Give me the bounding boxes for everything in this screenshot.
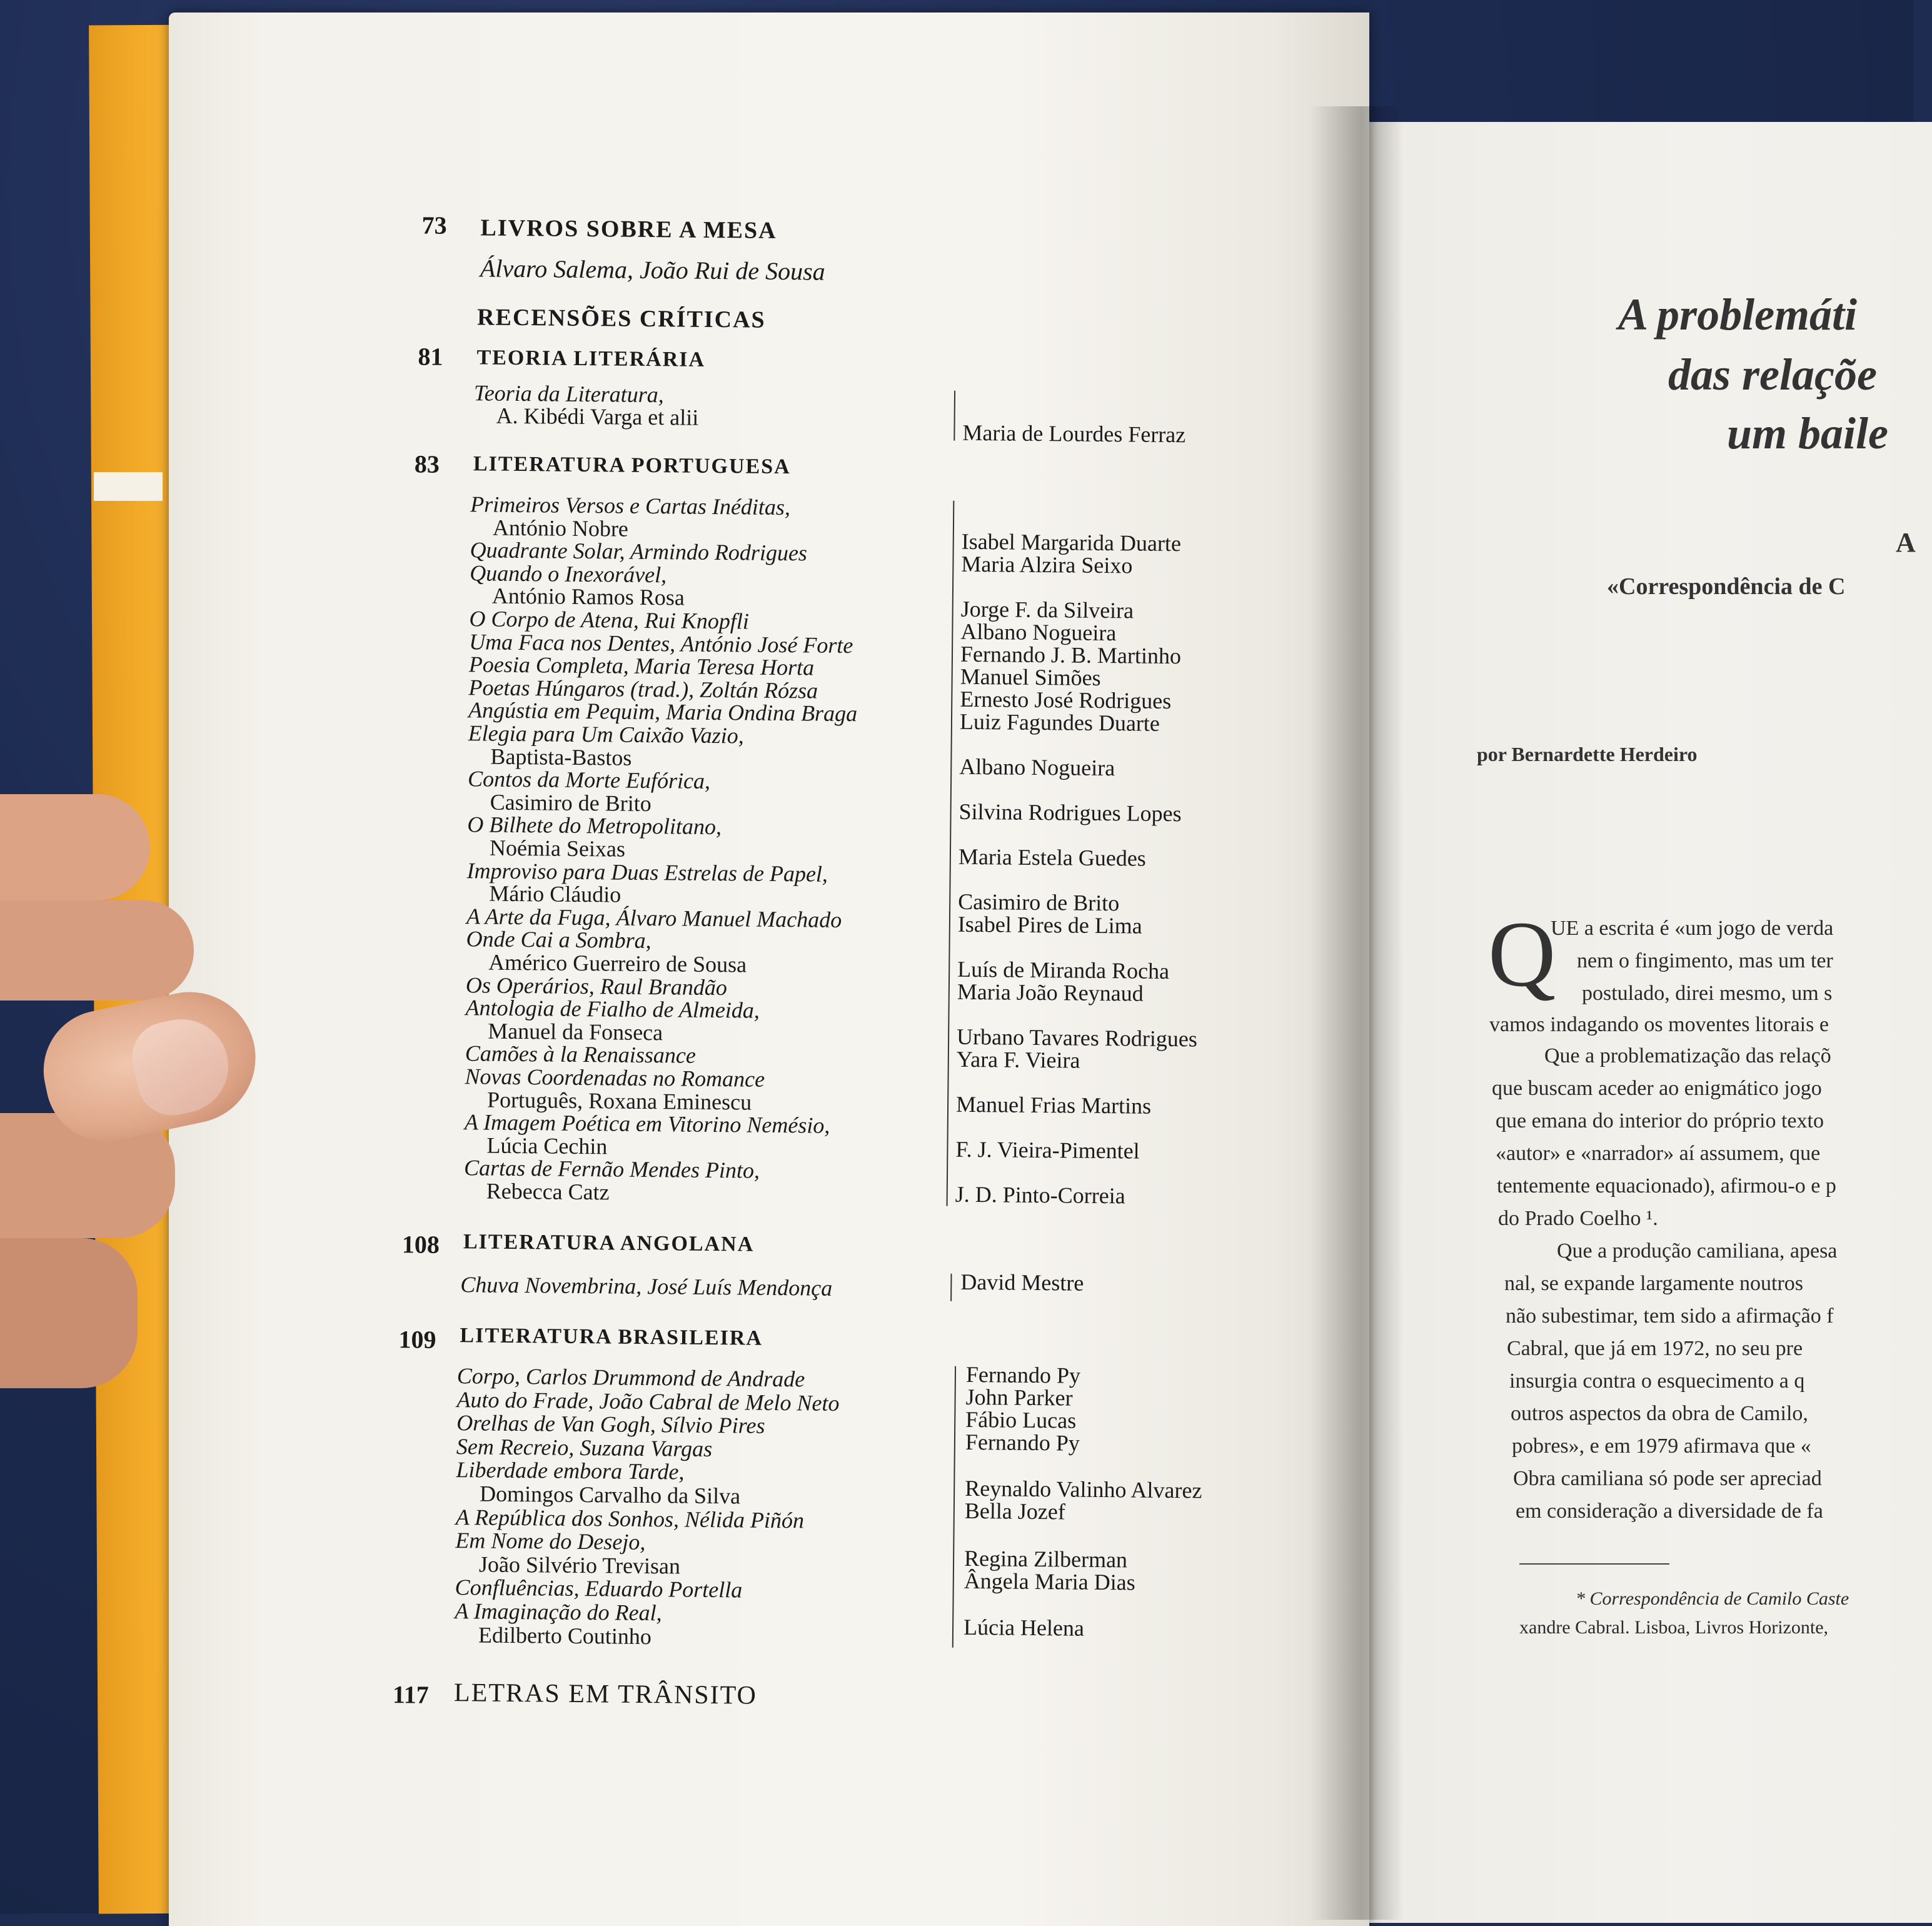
toc-entry: Sem Recreio, Suzana Vargas (456, 1433, 713, 1461)
article-text-line: Cabral, que já em 1972, no seu pre (1507, 1337, 1803, 1360)
toc-entry: Lúcia Cechin (486, 1132, 608, 1159)
toc-entry: Casimiro de Brito (490, 789, 652, 816)
article-text-line: nem o fingimento, mas um ter (1577, 949, 1833, 972)
finger (0, 1238, 138, 1388)
toc-entry: A. Kibédi Varga et alii (496, 403, 699, 430)
book-gutter-shadow (1310, 106, 1404, 1920)
toc-page-number: 117 (392, 1680, 430, 1709)
toc-entry: Domingos Carvalho da Silva (479, 1481, 741, 1509)
footnote: * Correspondência de Camilo Caste (1576, 1588, 1849, 1609)
article-text-line: vamos indagando os moventes litorais e (1489, 1013, 1829, 1036)
toc-entry: Baptista-Bastos (490, 744, 632, 770)
toc-reviewer: Albano Nogueira (960, 618, 1117, 646)
toc-entry: Contos da Morte Eufórica, (467, 766, 711, 794)
toc-entry: António Nobre (492, 515, 629, 542)
toc-entry: Os Operários, Raul Brandão (465, 972, 728, 1000)
article-letter: A (1896, 527, 1916, 558)
toc-reviewer: Albano Nogueira (959, 754, 1115, 781)
toc-entry: Cartas de Fernão Mendes Pinto, (463, 1155, 760, 1184)
toc-reviewer: Urbano Tavares Rodrigues (956, 1024, 1198, 1052)
toc-reviewer: Casimiro de Brito (958, 889, 1120, 916)
article-text-line: Que a problematização das relaçõ (1544, 1044, 1831, 1067)
footnote-rule (1519, 1563, 1669, 1565)
toc-reviewer: Regina Zilberman (963, 1545, 1128, 1573)
toc-entry: Improviso para Duas Estrelas de Papel, (466, 857, 828, 887)
toc-reviewer: Fábio Lucas (965, 1406, 1077, 1433)
article-text-line: Obra camiliana só pode ser apreciad (1513, 1467, 1822, 1490)
toc-entry: António Ramos Rosa (491, 583, 685, 610)
toc-reviewer: F. J. Vieira-Pimentel (955, 1136, 1140, 1164)
toc-entry: Onde Cai a Sombra, (466, 926, 652, 954)
toc-reviewer: David Mestre (960, 1269, 1084, 1296)
article-text-line: pobres», e em 1979 afirmava que « (1512, 1434, 1811, 1458)
toc-page-number: 81 (418, 342, 443, 371)
toc-reviewer: Ernesto José Rodrigues (960, 686, 1172, 714)
toc-reviewer: Ângela Maria Dias (963, 1568, 1135, 1595)
toc-reviewer: Luís de Miranda Rocha (957, 956, 1170, 984)
toc-entry: Orelhas de Van Gogh, Sílvio Pires (456, 1410, 765, 1439)
article-text-line: outros aspectos da obra de Camilo, (1511, 1402, 1808, 1425)
toc-reviewer: Yara F. Vieira (956, 1046, 1080, 1073)
article-title-line: um baile (1727, 408, 1889, 458)
toc-reviewer: Maria João Reynaud (957, 979, 1144, 1006)
cover-white-stripe (94, 472, 163, 501)
article-byline: por Bernardette Herdeiro (1477, 743, 1698, 765)
toc-reviewer: Jorge F. da Silveira (960, 596, 1134, 623)
toc-reviewer: Manuel Simões (960, 663, 1101, 690)
toc-section-title: LITERATURA PORTUGUESA (473, 452, 791, 479)
toc-entry: Poetas Húngaros (trad.), Zoltán Rózsa (468, 675, 818, 703)
footnote: xandre Cabral. Lisboa, Livros Horizonte, (1519, 1617, 1829, 1638)
article-text-line: do Prado Coelho ¹. (1498, 1207, 1658, 1230)
toc-entry: Rebecca Catz (486, 1178, 610, 1205)
toc-entry: Mário Cláudio (489, 880, 621, 907)
toc-entry: Primeiros Versos e Cartas Inéditas, (470, 492, 791, 520)
toc-reviewer: J. D. Pinto-Correia (955, 1181, 1125, 1209)
toc-entry: Américo Guerreiro de Sousa (488, 949, 747, 977)
toc-reviewer: Fernando Py (965, 1361, 1081, 1388)
article-text-line: tentemente equacionado), afirmou-o e p (1497, 1174, 1836, 1197)
article-text-line: que emana do interior do próprio texto (1496, 1109, 1824, 1132)
toc-reviewer: Luiz Fagundes Duarte (959, 708, 1160, 736)
column-rule (950, 1274, 952, 1301)
toc-entry: Teoria da Literatura, (473, 380, 664, 408)
toc-entry: A Imagem Poética em Vitorino Nemésio, (464, 1109, 830, 1139)
toc-entry: Português, Roxana Eminescu (486, 1087, 752, 1115)
toc-page-number: 83 (414, 450, 440, 478)
article-text-line: em consideração a diversidade de fa (1516, 1500, 1823, 1523)
toc-reviewer: Manuel Frias Martins (955, 1091, 1152, 1119)
toc-reviewer: Isabel Pires de Lima (957, 911, 1142, 939)
toc-reviewer: Bella Jozef (964, 1498, 1066, 1525)
toc-entry: Quando o Inexorável, (470, 560, 667, 588)
toc-section-title: LETRAS EM TRÂNSITO (453, 1678, 758, 1710)
toc-entry: O Corpo de Atena, Rui Knopfli (469, 606, 750, 634)
toc-entry: Elegia para Um Caixão Vazio, (468, 720, 744, 749)
article-text-line: insurgia contra o esquecimento a q (1509, 1369, 1805, 1393)
toc-reviewer: Reynaldo Valinho Alvarez (965, 1475, 1202, 1503)
toc-entry: A Arte da Fuga, Álvaro Manuel Machado (466, 904, 842, 932)
toc-reviewer: Maria Alzira Seixo (961, 551, 1133, 578)
toc-reviewer: Fernando Py (965, 1429, 1080, 1456)
toc-entry: Quadrante Solar, Armindo Rodrigues (470, 537, 808, 566)
article-subtitle: «Correspondência de C (1607, 573, 1846, 600)
finger (0, 794, 150, 900)
toc-entry: Uma Faca nos Dentes, António José Forte (468, 628, 853, 658)
toc-entry: A Imaginação do Real, (455, 1598, 662, 1626)
finger (0, 900, 194, 1001)
toc-section-title: LITERATURA ANGOLANA (463, 1230, 755, 1256)
toc-page-number: 73 (421, 211, 447, 239)
toc-entry: Liberdade embora Tarde, (456, 1457, 685, 1485)
left-page (169, 13, 1369, 1926)
toc-entry: Chuva Novembrina, José Luís Mendonça (460, 1272, 833, 1301)
article-text-line: Que a produção camiliana, apesa (1557, 1239, 1838, 1263)
toc-entry: A República dos Sonhos, Nélida Piñón (455, 1504, 805, 1533)
article-text-line: não subestimar, tem sido a afirmação f (1506, 1304, 1834, 1328)
toc-section-title: LITERATURA BRASILEIRA (460, 1324, 763, 1350)
toc-entry: Camões à la Renaissance (465, 1041, 696, 1069)
toc-entry: Auto do Frade, João Cabral de Melo Neto (456, 1386, 840, 1416)
toc-section-title: LIVROS SOBRE A MESA (480, 214, 777, 244)
toc-entry: Angústia em Pequim, Maria Ondina Braga (468, 697, 858, 727)
toc-entry: Poesia Completa, Maria Teresa Horta (468, 652, 815, 680)
toc-entry: Antologia de Fialho de Almeida, (465, 995, 760, 1023)
toc-entry: Corpo, Carlos Drummond de Andrade (456, 1363, 805, 1392)
article-text-line: UE a escrita é «um jogo de verda (1551, 917, 1834, 940)
toc-reviewer: Maria Estela Guedes (958, 844, 1146, 871)
toc-reviewer: Silvina Rodrigues Lopes (958, 799, 1182, 827)
toc-entry: Manuel da Fonseca (488, 1018, 663, 1046)
toc-entry: Novas Coordenadas no Romance (465, 1064, 765, 1092)
drop-cap: Q (1488, 902, 1556, 1006)
toc-reviewer: Lúcia Helena (963, 1614, 1085, 1641)
toc-reviewer: John Parker (965, 1384, 1073, 1411)
toc-entry: O Bilhete do Metropolitano, (467, 812, 722, 840)
toc-entry: Noémia Seixas (489, 835, 626, 862)
article-title-line: das relaçõe (1668, 350, 1877, 400)
toc-entry: Edilberto Coutinho (478, 1622, 652, 1649)
article-title-line: A problemáti (1618, 290, 1858, 340)
toc-reviewer: Maria de Lourdes Ferraz (962, 420, 1186, 448)
article-text-line: nal, se expande largamente noutros (1504, 1272, 1804, 1295)
article-text-line: que buscam aceder ao enigmático jogo (1492, 1077, 1822, 1100)
toc-authors: Álvaro Salema, João Rui de Sousa (480, 254, 825, 286)
toc-section-title: TEORIA LITERÁRIA (476, 346, 706, 371)
toc-page-number: 109 (398, 1325, 436, 1354)
toc-page-number: 108 (401, 1230, 440, 1259)
article-text-line: postulado, direi mesmo, um s (1582, 982, 1833, 1005)
article-text-line: «autor» e «narrador» aí assumem, que (1496, 1142, 1821, 1165)
toc-reviewer: Fernando J. B. Martinho (960, 641, 1182, 669)
toc-reviewer: Isabel Margarida Duarte (961, 528, 1182, 557)
toc-entry: Em Nome do Desejo, (455, 1528, 646, 1555)
toc-entry: João Silvério Trevisan (478, 1551, 681, 1579)
toc-entry: Confluências, Eduardo Portella (455, 1575, 743, 1603)
toc-heading: RECENSÕES CRÍTICAS (476, 304, 766, 333)
